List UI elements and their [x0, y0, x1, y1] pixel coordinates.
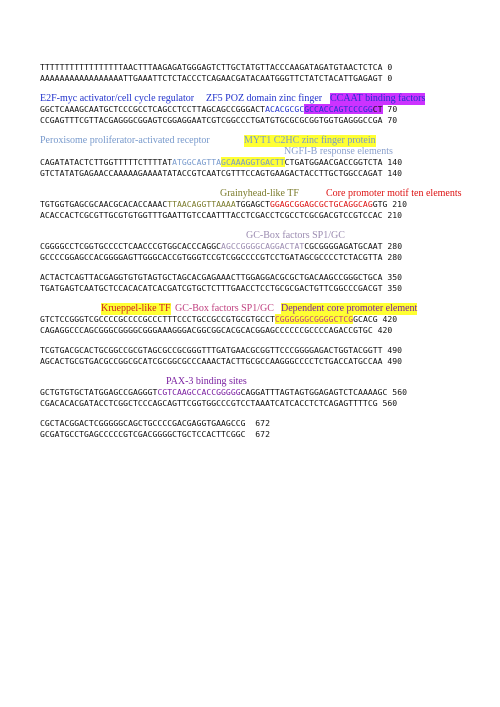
seq-line-top: [40, 387, 407, 398]
label-zf5: ZF5 POZ domain zinc finger: [206, 93, 323, 104]
seq-segment-zf5: ACACGCGC: [265, 104, 305, 114]
seq-segment-ppar: ATGGCAGTTA: [172, 157, 222, 167]
seq-segment: CT: [372, 104, 383, 114]
seq-line-bottom: CCGAGTTTCGTTACGAGGGCGGAGTCGGAGGAATCGTCGGCCCTGATGTGCGCGCGGTGGTGAGGGCCGA 70: [40, 115, 398, 125]
label-ccaat: CCAAT binding factors: [330, 93, 426, 104]
seq-segment: GCTGTGTGCTATGGAGCCGAGGGT: [40, 387, 158, 397]
seq-segment: CAGATATACTCTTGGTTTTTCTTTTAT: [40, 157, 173, 167]
seq-segment: CGCGGGGAGATGCAAT 280: [304, 241, 403, 251]
seq-number: 70: [382, 104, 398, 114]
label-krueppel: Krueppel-like TF: [101, 303, 171, 314]
seq-segment-gc-box: AGCCGGGGCAGGACTAT: [221, 241, 305, 251]
seq-segment-ccaat: GCCACCAGTCCCGG: [304, 104, 373, 114]
seq-line-top: [40, 199, 407, 210]
seq-segment: GTG 210: [372, 199, 407, 209]
seq-line-top: TCGTGACGCACTGCGGCCGCGTAGCGCCGCGGGTTTGATGAACGCGGTTCCCGGGGAGACTGGTACGGTT 490: [40, 345, 403, 355]
label-e2f: E2F-myc activator/cell cycle regulator: [40, 93, 195, 104]
seq-line-bottom: CAGAGGCCCAGCGGGCGGGGCGGGAAAGGGACGGCGGCACGCACGGAGCCCCCCGCCCCAGACCGTGC 420: [40, 325, 393, 335]
seq-segment: GTCTCCGGGTCGCCCCGCCCCGCCCTTTCCCTGCCGCCGTGCGTGCCT: [40, 314, 275, 324]
seq-line-top: ACTACTCAGTTACGAGGTGTGTAGTGCTAGCACGAGAAACTTGGAGGACGCGCTGACAAGCCGGGCTGCA 350: [40, 272, 403, 282]
seq-line-bottom: ACACCACTCGCGTTGCGTGTGGTTTGAATTGTCCAATTTACCTCGACCTCGCCTCGCGACGTCCGTCCAC 210: [40, 210, 403, 220]
seq-segment: GGCTCAAAGCAATGCTCCCGCCTCAGCCTCCTTAGCAGCCGGGACT: [40, 104, 266, 114]
label-ppar: Peroxisome proliferator-activated receptor: [40, 135, 210, 146]
seq-line-bottom: CGACACACGATACCTCGGCTCCCAGCAGTTCGGTGGCCCGTCCTAAATCATCACCTCTCAGAGTTTTCG 560: [40, 398, 398, 408]
seq-segment-pax3: CGTCAAGCCACCGGGGG: [157, 387, 241, 397]
label-gc-box: GC-Box factors SP1/GC: [246, 230, 345, 241]
seq-segment: GCACG 420: [353, 314, 398, 324]
seq-line-bottom: GTCTATATGAGAACCAAAAAGAAAATATACCGTCAATCGTTTCCAGTGAAGACTACCTTGCTGGCCAGAT 140: [40, 168, 403, 178]
seq-line-top: [40, 241, 402, 252]
label-myt1: MYT1 C2HC zinc finger protein: [244, 135, 376, 146]
seq-segment: CGGGGCCTCGGTGCCCCTCAACCCGTGGCACCCAGGC: [40, 241, 222, 251]
seq-segment-core-promoter: GGAGCGGAGCGCTGCAGGCAG: [269, 199, 373, 209]
label-dependent-core: Dependent core promoter element: [281, 303, 418, 314]
seq-line-bottom: AAAAAAAAAAAAAAAAATTGAAATTCTCTACCCTCAGAACGATACAATGGGTTCTATCTACATTGAGAGT 0: [40, 73, 393, 83]
label-core-promoter: Core promoter motif ten elements: [326, 188, 462, 199]
label-ngfi: NGFI-B response elements: [284, 146, 393, 157]
seq-segment: CTGATGGAACGACCGGTCTA 140: [284, 157, 403, 167]
seq-segment-gc-box: CGGGGGGCGGGGCTCG: [274, 314, 354, 324]
seq-line-bottom: AGCACTGCGTGACGCCGGCGCATCGCGGCGCCCAAACTACTTGCGCCAAGGGCCCCTCTGACCATGCCAA 490: [40, 356, 403, 366]
seq-line-bottom: GCCCCGGAGCCACGGGGAGTTGGGCACCGTGGGTCCGTCGGCCCCGTCCTGATAGCGCCCCTCTACGTTA 280: [40, 252, 403, 262]
seq-line-top: TTTTTTTTTTTTTTTTTAACTTTAAGAGATGGGAGTCTTGCTATGTTACCCAAGATAGATGTAACTCTCA 0: [40, 62, 393, 72]
seq-line-top: [40, 314, 397, 325]
seq-segment: TGTGGTGAGCGCAACGCACACCAAAC: [40, 199, 168, 209]
label-pax3: PAX-3 binding sites: [166, 376, 247, 387]
label-gc-box-2: GC-Box factors SP1/GC: [175, 303, 274, 314]
seq-segment: CAGGATTTAGTAGTGGAGAGTCTCAAAAGC 560: [240, 387, 407, 397]
seq-segment-grainyhead: TTAACAGGTTAAAA: [167, 199, 236, 209]
seq-line-top: [40, 104, 397, 115]
label-grainyhead: Grainyhead-like TF: [220, 188, 299, 199]
seq-line-bottom: GCGATGCCTGAGCCCCCGTCGACGGGGCTGCTCCACTTCGGC 672: [40, 429, 270, 439]
seq-line-bottom: TGATGAGTCAATGCTCCACACATCACGATCGTGCTCTTTGAACCTCCTGCGCGACTGTTCGGCCCGACGT 350: [40, 283, 403, 293]
seq-line-top: [40, 157, 402, 168]
seq-line-top: CGCTACGGACTCGGGGGCAGCTGCCCCGACGAGGTGAAGCCG 672: [40, 418, 270, 428]
seq-segment: TGGAGCT: [235, 199, 270, 209]
seq-segment-myt1: GCAAAGGTGACTT: [221, 157, 285, 167]
